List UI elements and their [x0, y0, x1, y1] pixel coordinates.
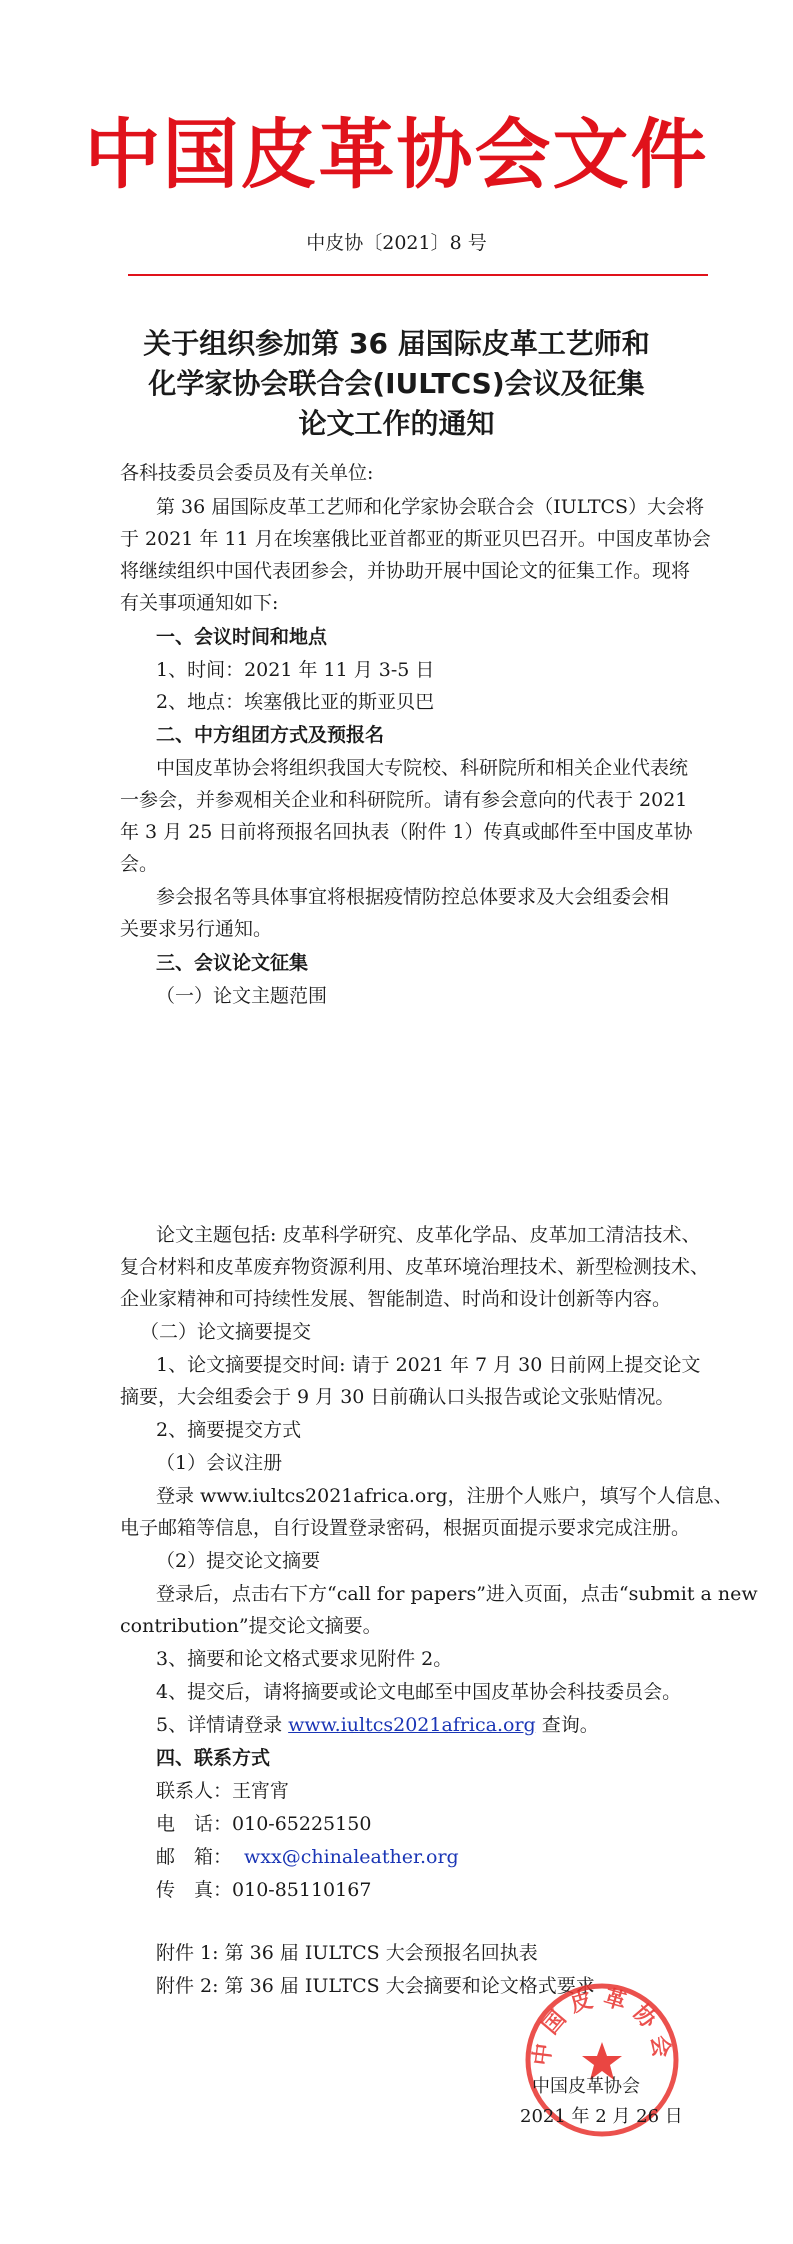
section-2-heading: 二、中方组团方式及预报名: [156, 724, 385, 746]
notice-title-line-2: 化学家协会联合会(IULTCS)会议及征集: [148, 367, 645, 400]
contact-person: 联系人：王宵宵: [156, 1780, 290, 1802]
submission-method: 2、摘要提交方式: [156, 1419, 302, 1441]
topics-line: 论文主题包括: 皮革科学研究、皮革化学品、皮革加工清洁技术、: [156, 1224, 701, 1246]
email-label: 邮 箱：: [156, 1846, 233, 1868]
topics-line: 企业家精神和可持续性发展、智能制造、时尚和设计创新等内容。: [120, 1288, 672, 1310]
notice-title-line-3: 论文工作的通知: [298, 407, 495, 440]
topic-scope-subheading: （一）论文主题范围: [156, 985, 328, 1007]
header-divider: [128, 274, 708, 276]
delegation-line: 年 3 月 25 日前将预报名回执表（附件 1）传真或邮件至中国皮革协: [120, 821, 693, 843]
registration-subheading: （1）会议注册: [156, 1452, 283, 1474]
intro-line: 有关事项通知如下:: [120, 592, 279, 614]
submit-line: 登录后，点击右下方“call for papers”进入页面，点击“submit a new: [156, 1583, 758, 1605]
meeting-place: 2、地点：埃塞俄比亚的斯亚贝巴: [156, 691, 435, 713]
meeting-time: 1、时间：2021 年 11 月 3-5 日: [156, 659, 435, 681]
phone-label: 电 话：: [156, 1813, 233, 1835]
document-number: 中皮协〔2021〕8 号: [306, 232, 487, 254]
salutation: 各科技委员会委员及有关单位:: [120, 462, 374, 484]
deadline-line: 1、论文摘要提交时间: 请于 2021 年 7 月 30 日前网上提交论文: [156, 1354, 701, 1376]
issuing-organization: 中国皮革协会: [532, 2076, 640, 2097]
details-prefix: 5、详情请登录: [156, 1714, 289, 1736]
intro-line: 第 36 届国际皮革工艺师和化学家协会联合会（IULTCS）大会将: [156, 496, 705, 518]
website-link[interactable]: www.iultcs2021africa.org: [288, 1714, 536, 1736]
abstract-subheading: （二）论文摘要提交: [140, 1321, 312, 1343]
section-3-heading: 三、会议论文征集: [156, 952, 309, 974]
submit-line: contribution”提交论文摘要。: [120, 1615, 382, 1637]
intro-line: 将继续组织中国代表团参会，并协助开展中国论文的征集工作。现将: [120, 560, 691, 582]
topics-line: 复合材料和皮革废弃物资源利用、皮革环境治理技术、新型检测技术、: [120, 1256, 710, 1278]
fax-value: 010-85110167: [232, 1879, 372, 1901]
seal-text: 中国皮革协会: [529, 1985, 675, 2067]
deadline-line: 摘要，大会组委会于 9 月 30 日前确认口头报告或论文张贴情况。: [120, 1386, 675, 1408]
registration-note-line: 关要求另行通知。: [120, 918, 273, 940]
document-masthead: 中国皮革协会文件: [84, 110, 709, 199]
delegation-line: 一参会，并参观相关企业和科研院所。请有参会意向的代表于 2021: [120, 789, 688, 811]
section-4-heading: 四、联系方式: [156, 1747, 271, 1769]
submit-subheading: （2）提交论文摘要: [156, 1550, 321, 1572]
phone-value: 010-65225150: [232, 1813, 372, 1835]
delegation-line: 中国皮革协会将组织我国大专院校、科研院所和相关企业代表统: [156, 757, 689, 779]
issue-date: 2021 年 2 月 26 日: [520, 2106, 683, 2127]
email-link[interactable]: wxx@chinaleather.org: [244, 1846, 459, 1868]
format-requirements: 3、摘要和论文格式要求见附件 2。: [156, 1648, 453, 1670]
section-1-heading: 一、会议时间和地点: [156, 626, 328, 648]
delegation-line: 会。: [120, 853, 159, 875]
registration-line: 电子邮箱等信息，自行设置登录密码，根据页面提示要求完成注册。: [120, 1517, 691, 1539]
attachment-2: 附件 2: 第 36 届 IULTCS 大会摘要和论文格式要求: [156, 1975, 595, 1997]
contact-fax: [156, 1877, 371, 1903]
registration-note-line: 参会报名等具体事宜将根据疫情防控总体要求及大会组委会相: [156, 886, 670, 908]
contact-email: [156, 1844, 459, 1870]
attachment-1: 附件 1: 第 36 届 IULTCS 大会预报名回执表: [156, 1942, 538, 1964]
fax-label: 传 真：: [156, 1879, 233, 1901]
registration-line: 登录 www.iultcs2021africa.org，注册个人账户，填写个人信息、: [156, 1485, 733, 1507]
details-line: [156, 1712, 599, 1738]
email-instruction: 4、提交后，请将摘要或论文电邮至中国皮革协会科技委员会。: [156, 1681, 682, 1703]
intro-line: 于 2021 年 11 月在埃塞俄比亚首都亚的斯亚贝巴召开。中国皮革协会: [120, 528, 711, 550]
notice-title-line-1: 关于组织参加第 36 届国际皮革工艺师和: [143, 327, 650, 360]
details-suffix: 查询。: [535, 1714, 599, 1736]
contact-phone: [156, 1811, 371, 1837]
